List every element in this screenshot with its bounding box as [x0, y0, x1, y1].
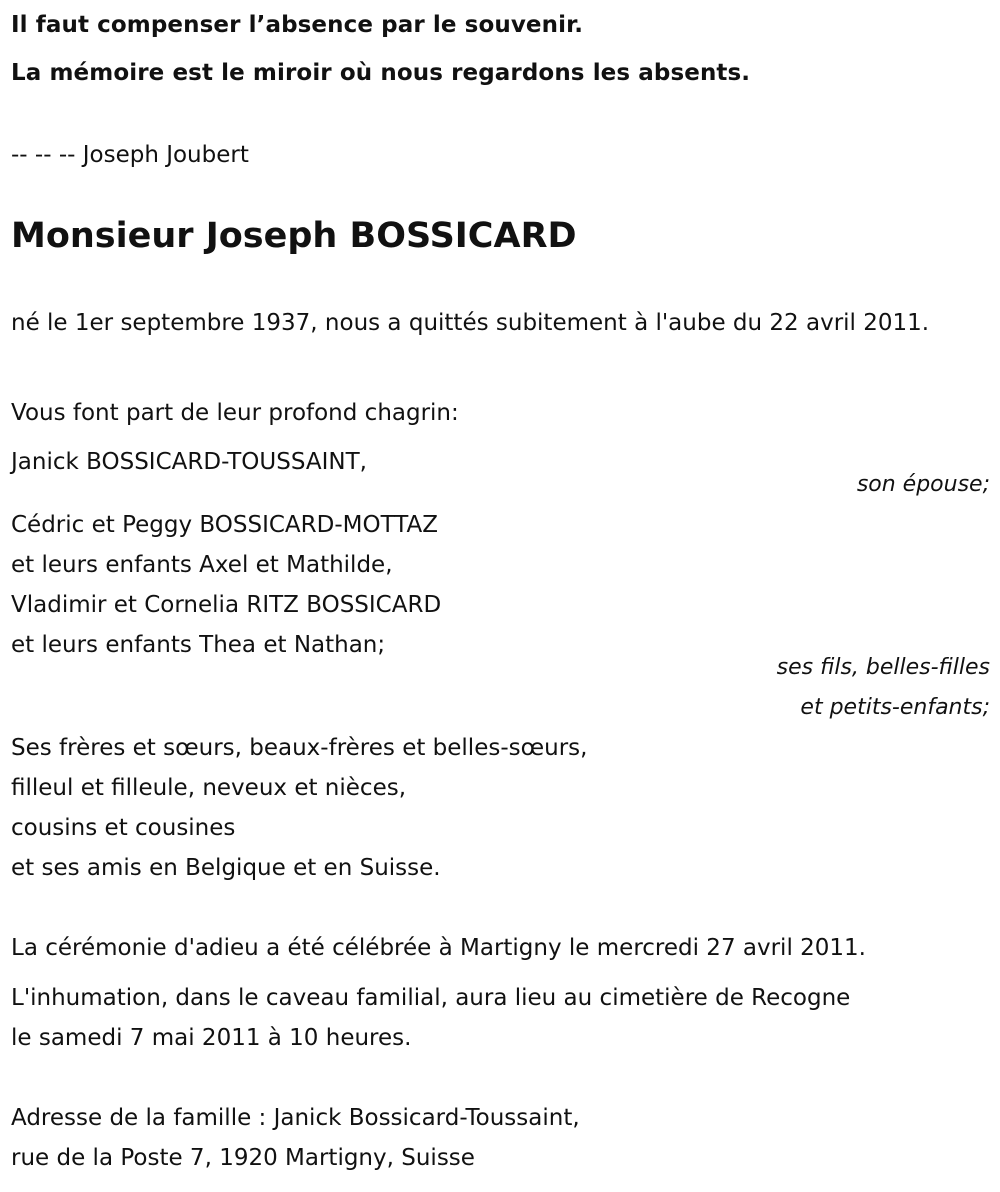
- children-role-2: et petits-enfants;: [800, 695, 990, 720]
- list-item: filleul et filleule, neveux et nièces,: [11, 775, 407, 801]
- spouse-role: son épouse;: [856, 472, 990, 497]
- quote-author: -- -- -- Joseph Joubert: [11, 142, 249, 168]
- address-line-1: Adresse de la famille : Janick Bossicard-Toussaint,: [11, 1105, 580, 1131]
- burial-line-2: le samedi 7 mai 2011 à 10 heures.: [11, 1025, 412, 1051]
- children-role-1: ses fils, belles-filles: [776, 655, 990, 680]
- birth-death-text: né le 1er septembre 1937, nous a quittés subitement à l'aube du 22 avril 2011.: [11, 310, 930, 336]
- ceremony-farewell: La cérémonie d'adieu a été célébrée à Martigny le mercredi 27 avril 2011.: [11, 935, 866, 961]
- quote-line-1: Il faut compenser l’absence par le souvenir.: [11, 12, 584, 38]
- list-item: Cédric et Peggy BOSSICARD-MOTTAZ: [11, 512, 439, 538]
- burial-line-1: L'inhumation, dans le caveau familial, aura lieu au cimetière de Recogne: [11, 985, 851, 1011]
- list-item: et ses amis en Belgique et en Suisse.: [11, 855, 441, 881]
- list-item: cousins et cousines: [11, 815, 236, 841]
- deceased-name: Monsieur Joseph BOSSICARD: [11, 216, 577, 256]
- announcement-intro: Vous font part de leur profond chagrin:: [11, 400, 459, 426]
- list-item: Vladimir et Cornelia RITZ BOSSICARD: [11, 592, 442, 618]
- address-line-2: rue de la Poste 7, 1920 Martigny, Suisse: [11, 1145, 475, 1171]
- spouse-name: Janick BOSSICARD-TOUSSAINT,: [11, 449, 367, 475]
- relatives-list: [11, 728, 587, 888]
- list-item: et leurs enfants Thea et Nathan;: [11, 632, 386, 658]
- children-list: [11, 505, 441, 665]
- quote-line-2: La mémoire est le miroir où nous regardons les absents.: [11, 60, 751, 86]
- list-item: et leurs enfants Axel et Mathilde,: [11, 552, 393, 578]
- list-item: Ses frères et sœurs, beaux-frères et belles-sœurs,: [11, 735, 588, 761]
